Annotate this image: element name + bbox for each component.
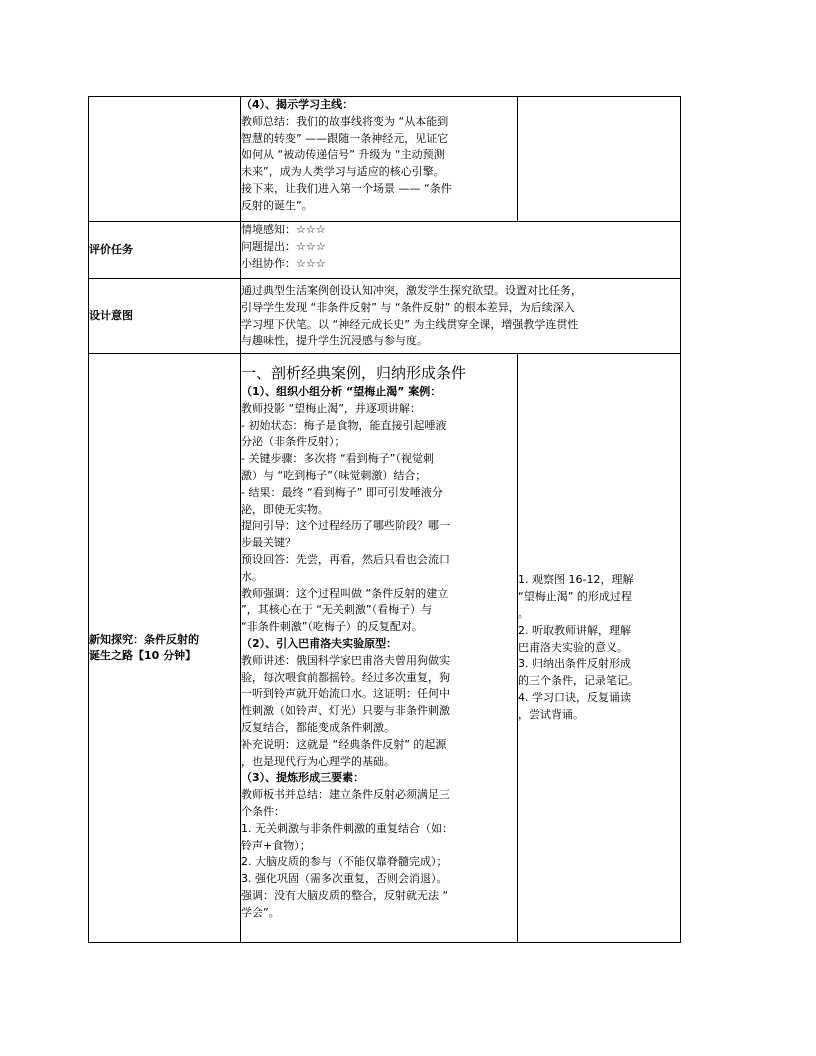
text-line: 反射的诞生”。 <box>241 198 313 212</box>
lesson-plan-table <box>88 96 681 943</box>
text-line: 反复结合，都能变成条件刺激。 <box>241 720 395 734</box>
row-label-line: 诞生之路【10 分钟】 <box>89 649 197 662</box>
text-line: 学会”。 <box>241 905 280 919</box>
activity-line: 巴甫洛夫实验的意义。 <box>518 640 628 654</box>
text-line: 教师讲述：俄国科学家巴甫洛夫曾用狗做实 <box>241 653 450 667</box>
activity-line: “望梅止渴” 的形成过程 <box>518 590 632 604</box>
text-line: 补充说明：这就是 “经典条件反射” 的起源 <box>241 737 447 751</box>
activity-line: 的三个条件，记录笔记。 <box>518 674 639 688</box>
text-line: 教师强调：这个过程叫做 “条件反射的建立 <box>241 586 449 600</box>
row-label: 评价任务 <box>89 222 241 279</box>
text-line: 提问引导：这个过程经历了哪些阶段？哪一 <box>241 519 450 533</box>
text-line: 2. 大脑皮质的参与（不能仅靠脊髓完成）； <box>241 855 448 869</box>
text-line: 学习埋下伏笔。以 “神经元成长史” 为主线贯穿全课，增强教学连贯性 <box>241 317 579 331</box>
design-intent-cell <box>241 279 681 354</box>
activity-line: 。 <box>518 607 529 620</box>
subsection-title: （1）、组织小组分析 “望梅止渴” 案例： <box>241 385 442 398</box>
section-heading: 一、剖析经典案例，归纳形成条件 <box>241 364 467 382</box>
text-line: - 关键步骤：多次将 “看到梅子”（视觉刺 <box>241 452 434 466</box>
text-line: 个条件： <box>241 804 285 818</box>
text-line: 如何从 “被动传递信号” 升级为 “主动预测 <box>241 148 445 162</box>
activity-line: 3. 归纳出条件反射形成 <box>518 657 631 671</box>
rating-line: 小组协作：☆☆☆ <box>241 256 326 270</box>
rating-line: 情境感知：☆☆☆ <box>241 223 326 236</box>
activity-line: 1. 观察图 16-12，理解 <box>518 573 634 587</box>
row-label <box>89 354 241 943</box>
evaluation-content-cell <box>241 222 681 279</box>
text-line: 强调：没有大脑皮质的整合，反射就无法 “ <box>241 888 449 902</box>
activity-line: 4. 学习口诀，反复诵读 <box>518 690 631 704</box>
text-line: 通过典型生活案例创设认知冲突，激发学生探究欲望。设置对比任务， <box>241 284 582 297</box>
text-line: 引导学生发现 “非条件反射” 与 “条件反射” 的根本差异，为后续深入 <box>241 300 575 314</box>
text-line: 一听到铃声就开始流口水。这证明：任何中 <box>241 687 450 701</box>
teaching-content-cell <box>241 354 518 943</box>
text-line: 教师板书并总结：建立条件反射必须满足三 <box>241 788 450 802</box>
text-line: 智慧的转变” ——跟随一条神经元，见证它 <box>241 131 449 145</box>
text-line: 接下来，让我们进入第一个场景 —— “条件 <box>241 181 452 195</box>
text-line: 与趣味性，提升学生沉浸感与参与度。 <box>241 334 428 348</box>
table-row-story-line <box>89 97 681 222</box>
text-line: 性刺激（如铃声、灯光）只要与非条件刺激 <box>241 704 450 718</box>
student-activity-cell <box>518 354 681 943</box>
text-line: 水。 <box>241 569 263 583</box>
row-label-line: 新知探究：条件反射的 <box>89 633 199 646</box>
text-line: 1. 无关刺激与非条件刺激的重复结合（如： <box>241 821 453 835</box>
text-line: 教师总结：我们的故事线将变为 “从本能到 <box>241 114 449 128</box>
row1-label-cell <box>89 97 241 222</box>
text-line: ”，其核心在于 “无关刺激”（看梅子）与 <box>241 603 433 617</box>
text-line: 步最关键？ <box>241 536 296 550</box>
text-line: ，也是现代行为心理学的基础。 <box>241 754 395 768</box>
text-line: 预设回答：先尝，再看，然后只看也会流口 <box>241 552 450 566</box>
row1-content-cell <box>241 97 518 222</box>
text-line: 铃声+食物）； <box>241 838 311 852</box>
text-line: - 结果：最终 “看到梅子” 即可引发唾液分 <box>241 485 443 499</box>
rating-line: 问题提出：☆☆☆ <box>241 239 326 253</box>
text-line: - 初始状态：梅子是食物，能直接引起唾液 <box>241 418 447 432</box>
subsection-title: （4）、揭示学习主线： <box>241 98 354 111</box>
text-line: 未来”，成为人类学习与适应的核心引擎。 <box>241 165 445 179</box>
subsection-title: （2）、引入巴甫洛夫实验原型： <box>241 636 398 650</box>
text-line: 泌，即使无实物。 <box>241 502 329 516</box>
table-row-evaluation <box>89 222 681 279</box>
text-line: “非条件刺激”（吃梅子）的反复配对。 <box>241 620 423 634</box>
activity-line: ，尝试背诵。 <box>518 707 584 721</box>
text-line: 3. 强化巩固（需多次重复，否则会消退）。 <box>241 872 448 886</box>
row-label: 设计意图 <box>89 279 241 354</box>
text-line: 教师投影 “望梅止渴”，并逐项讲解： <box>241 401 421 415</box>
text-line: 验，每次喂食前都摇铃。经过多次重复，狗 <box>241 670 450 684</box>
activity-line: 2. 听取教师讲解，理解 <box>518 623 631 637</box>
row1-activity-cell <box>518 97 681 222</box>
text-line: 激）与 “吃到梅子”（味觉刺激）结合； <box>241 468 427 482</box>
subsection-title: （3）、提炼形成三要素： <box>241 771 365 785</box>
table-row-new-knowledge <box>89 354 681 943</box>
table-row-design-intent <box>89 279 681 354</box>
text-line: 分泌（非条件反射）； <box>241 435 346 449</box>
